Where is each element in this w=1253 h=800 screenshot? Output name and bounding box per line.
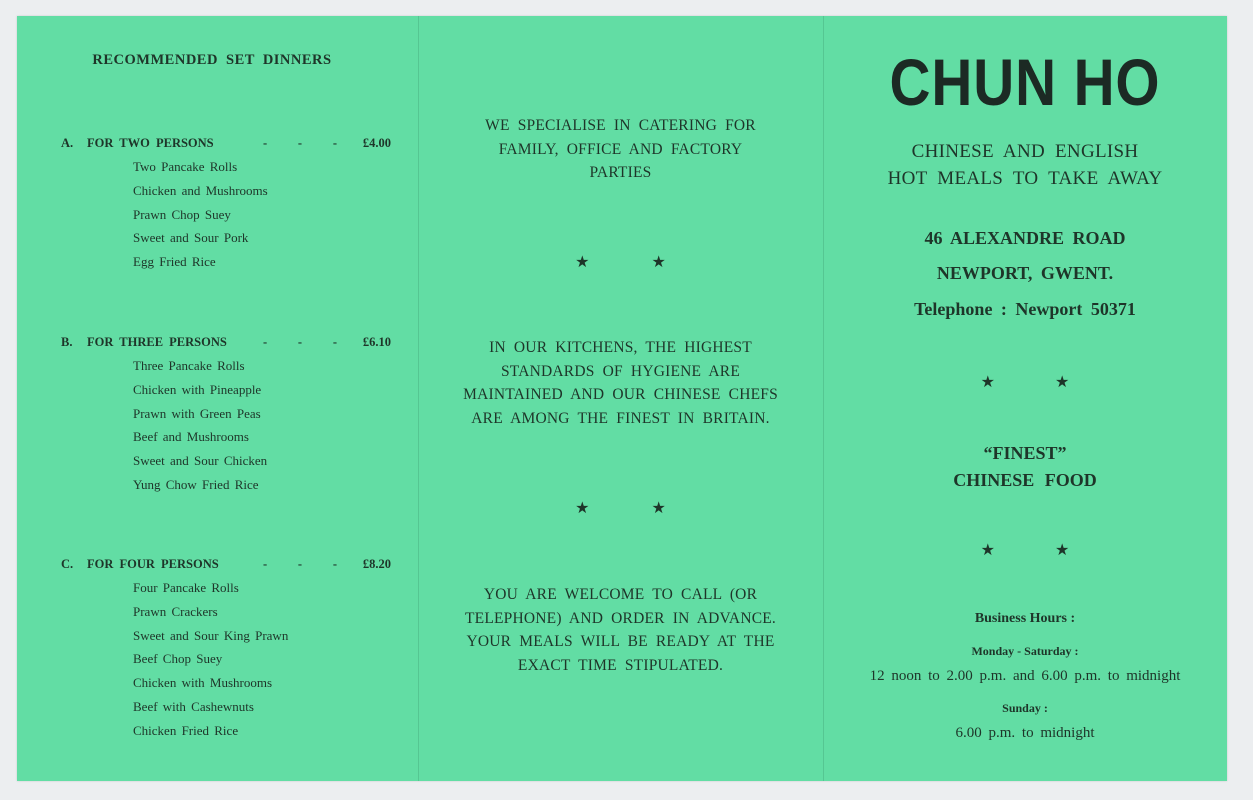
weekday-label: Monday - Saturday : [971,644,1079,658]
menu-item: Sweet and Sour Chicken [133,453,268,469]
restaurant-name: CHUN HO [889,45,1161,119]
menu-item: Chicken and Mushrooms [133,182,268,198]
set-b [61,330,391,497]
set-c [61,552,391,743]
menu-item: Chicken with Mushrooms [133,675,273,691]
weekday-hours: 12 noon to 2.00 p.m. and 6.00 p.m. to midnight [869,668,1181,684]
star-icon: ★ [1055,542,1070,559]
star-icon: ★ [651,254,666,271]
star-icon: ★ [651,500,666,517]
menu-item: Beef and Mushrooms [133,429,249,445]
tagline: CHINESE AND ENGLISH HOT MEALS TO TAKE AWAY [887,141,1163,189]
menu-item: Prawn Crackers [133,603,218,619]
star-divider [823,372,1227,392]
menu-item: Beef with Cashewnuts [133,698,254,714]
menu-item: Two Pancake Rolls [133,159,238,174]
star-divider [823,540,1227,560]
cover-panel [823,16,1227,781]
star-divider [418,498,823,518]
set-heading: C. FOR FOUR PERSONS - - - £8.20 [61,556,391,571]
star-icon: ★ [980,374,995,391]
menu-item: Prawn Chop Suey [133,206,231,222]
set-a [61,131,391,274]
menu-item: Chicken Fried Rice [133,722,239,738]
set-price: £4.00 [362,135,391,150]
menu-item: Four Pancake Rolls [133,580,239,595]
info-panel [418,16,823,781]
star-icon: ★ [575,500,590,517]
menu-item: Chicken with Pineapple [133,381,262,397]
order-advance-text: YOU ARE WELCOME TO CALL (OR TELEPHONE) AND ORDER IN ADVANCE. YOUR MEALS WILL BE READY AT THE EXACT TIME STIPULATED. [464,586,776,675]
address-line-2: NEWPORT, GWENT. [936,263,1114,283]
catering-text: WE SPECIALISE IN CATERING FOR FAMILY, OFFICE AND FACTORY PARTIES [485,117,756,182]
menu-leaflet [17,16,1227,781]
set-price: £8.20 [362,556,391,571]
star-icon: ★ [1055,374,1070,391]
finest-slogan: “FINEST” CHINESE FOOD [953,443,1097,490]
menu-item: Beef Chop Suey [133,651,223,667]
menu-item: Prawn with Green Peas [133,405,261,421]
star-icon: ★ [575,254,590,271]
set-dinners-title: RECOMMENDED SET DINNERS [92,52,332,68]
set-price: £6.10 [362,334,391,349]
menu-item: Three Pancake Rolls [133,358,245,373]
sunday-label: Sunday : [1002,701,1048,715]
hygiene-text: IN OUR KITCHENS, THE HIGHEST STANDARDS OF HYGIENE ARE MAINTAINED AND OUR CHINESE CHEFS ARE AMONG THE FINEST IN BRITAIN. [463,339,778,428]
set-dinners-panel [17,16,418,781]
set-heading: B. FOR THREE PERSONS - - - £6.10 [61,334,391,349]
set-heading: A. FOR TWO PERSONS - - - £4.00 [61,135,391,150]
telephone: Telephone : Newport 50371 [914,299,1136,319]
business-hours-title: Business Hours : [974,611,1076,626]
sunday-hours: 6.00 p.m. to midnight [955,725,1095,741]
menu-item: Sweet and Sour Pork [133,230,249,246]
star-divider [418,252,823,272]
menu-item: Egg Fried Rice [133,254,216,270]
menu-item: Sweet and Sour King Prawn [133,627,289,643]
address-line-1: 46 ALEXANDRE ROAD [924,228,1126,248]
menu-item: Yung Chow Fried Rice [133,476,259,492]
star-icon: ★ [980,542,995,559]
